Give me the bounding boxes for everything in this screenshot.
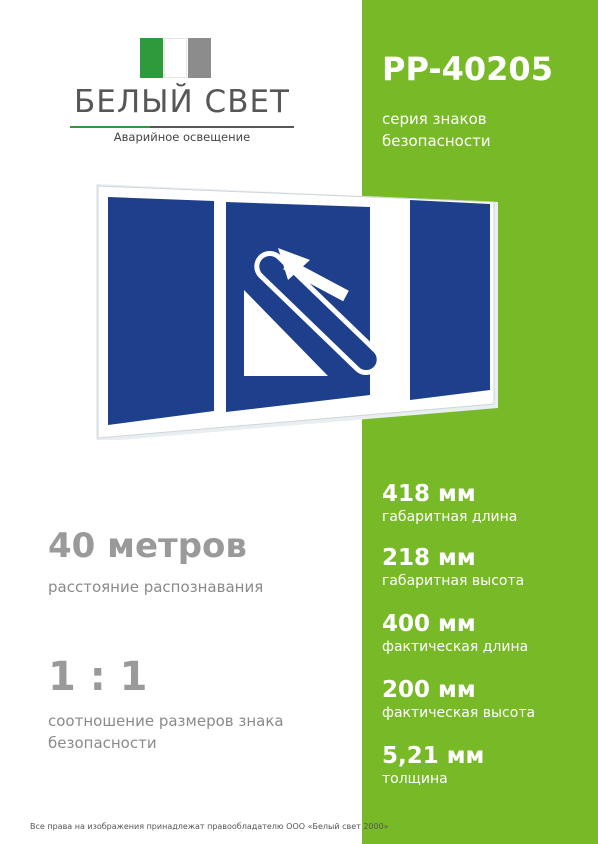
logo-bar-gray [188, 38, 211, 78]
spec-value: 200 мм [382, 677, 476, 703]
spec-value: 5,21 мм [382, 743, 485, 769]
logo-bar-green [140, 38, 163, 78]
brand-logo [66, 38, 298, 148]
spec-overall-height [382, 544, 524, 590]
spec-label: фактическая длина [382, 639, 529, 655]
ratio-value: 1 : 1 [48, 654, 148, 700]
logo-underline [70, 126, 294, 128]
spec-label: фактическая высота [382, 705, 536, 721]
safety-sign-image [88, 180, 508, 440]
spec-actual-length [382, 610, 528, 656]
spec-label: габаритная длина [382, 509, 518, 525]
spec-value: 418 мм [382, 481, 476, 507]
product-series: серия знаков безопасности [382, 110, 491, 150]
product-code: PP-40205 [382, 50, 553, 88]
spec-value: 218 мм [382, 545, 476, 571]
spec-label: толщина [382, 771, 448, 787]
brand-tagline: Аварийное освещение [113, 130, 251, 144]
logo-bars [140, 38, 212, 78]
spec-thickness [382, 742, 484, 788]
distance-label: расстояние распознавания [48, 578, 264, 596]
copyright-notice: Все права на изображения принадлежат правообладателю ООО «Белый свет 2000» [30, 822, 389, 831]
spec-actual-height [382, 676, 535, 722]
sign-left-panel [108, 197, 214, 425]
sign-right-panel [410, 200, 490, 400]
distance-value: 40 метров [48, 526, 247, 566]
spec-value: 400 мм [382, 611, 476, 637]
spec-label: габаритная высота [382, 573, 525, 589]
logo-bar-white [164, 38, 187, 78]
brand-name: БЕЛЫЙ СВЕТ [74, 84, 290, 120]
ratio-label: соотношение размеров знака безопасности [48, 712, 284, 752]
spec-overall-length [382, 480, 517, 526]
